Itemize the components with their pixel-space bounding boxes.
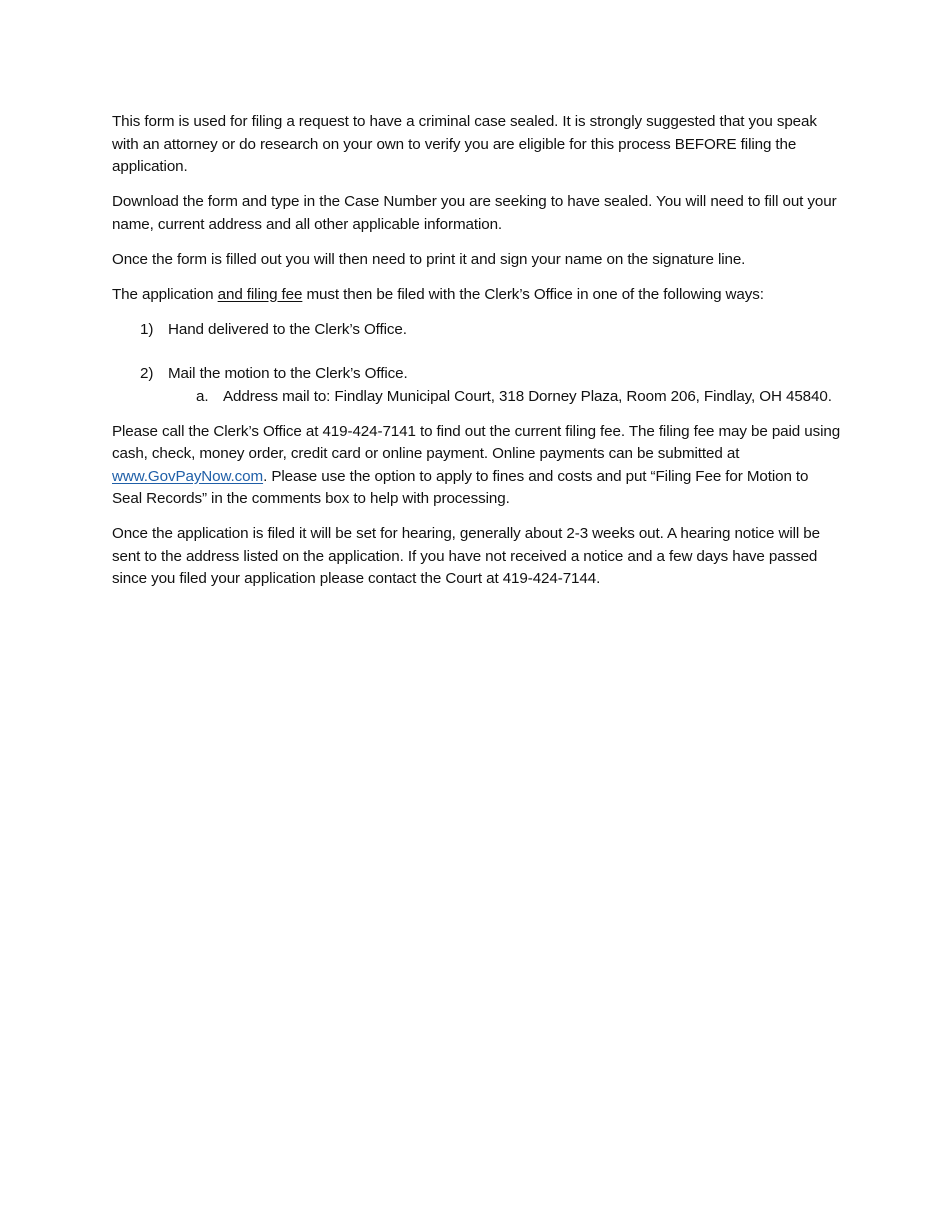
filing-methods-text-after: must then be filed with the Clerk’s Office in one of the following ways: — [302, 285, 764, 303]
list-item-number: 2) — [140, 365, 154, 382]
list-item-text: Mail the motion to the Clerk’s Office. — [168, 365, 408, 382]
list-item-text: Hand delivered to the Clerk’s Office. — [168, 320, 407, 338]
intro-paragraph: This form is used for filing a request to have a criminal case sealed. It is strongly suggested that you speak with an attorney or do research on your own to verify you are eligible for this process BEFORE filing the application. — [112, 113, 817, 175]
document-page — [112, 111, 842, 603]
filing-fee-underlined-text: and filing fee — [217, 285, 303, 303]
hearing-paragraph: Once the application is filed it will be set for hearing, generally about 2-3 weeks out. A hearing notice will be sent to the address listed on the application. If you have not received a notice and a few days have passed since you filed your application please contact the Court at 419-424-7144. — [112, 525, 820, 587]
list-item — [112, 363, 842, 386]
sub-list-item — [112, 386, 842, 409]
list-item — [112, 319, 842, 342]
sub-list-item-letter: a. — [196, 387, 209, 405]
govpaynow-link[interactable]: www.GovPayNow.com — [112, 467, 264, 485]
filing-fee-text-before: Please call the Clerk’s Office at 419-424-7141 to find out the current filing fee. The filing fee may be paid using cash, check, money order, credit card or online payment. Online payments can be submitted at — [112, 422, 841, 462]
filing-methods-text-before: The application — [112, 285, 218, 303]
download-instructions-paragraph: Download the form and type in the Case Number you are seeking to have sealed. You will need to fill out your name, current address and all other applicable information. — [112, 193, 837, 233]
mailing-address-text: Address mail to: Findlay Municipal Court, 318 Dorney Plaza, Room 206, Findlay, OH 45840. — [223, 387, 832, 405]
filing-fee-paragraph — [112, 421, 842, 511]
filing-fee-text-after: . Please use the option to apply to fines and costs and put “Filing Fee for Motion to Seal Records” in the comments box to help with processing. — [112, 467, 809, 507]
print-sign-paragraph: Once the form is filled out you will then need to print it and sign your name on the signature line. — [112, 250, 746, 268]
list-item-number: 1) — [140, 320, 154, 338]
filing-methods-paragraph — [112, 284, 842, 307]
